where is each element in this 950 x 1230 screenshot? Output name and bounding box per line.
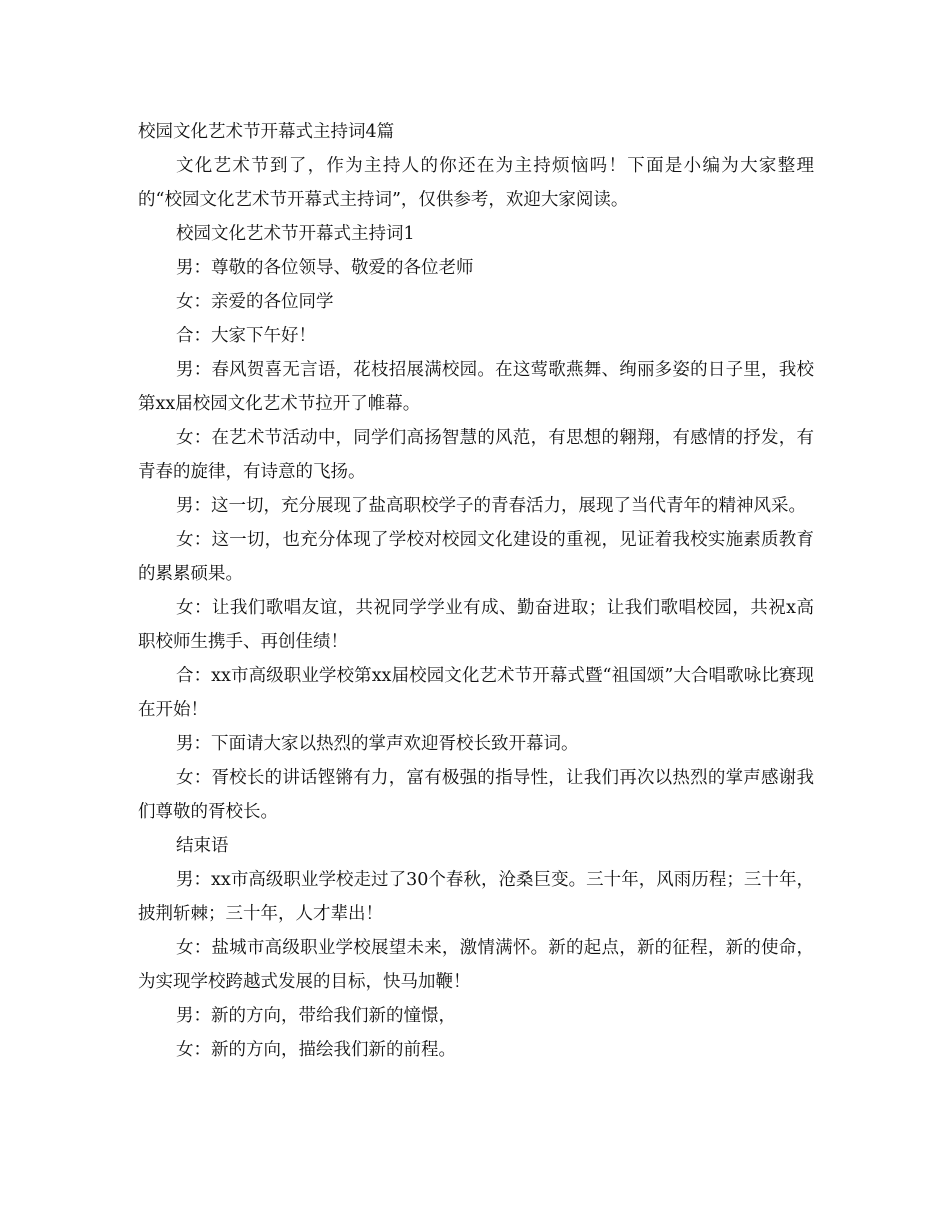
dialogue-line: 合：xx市高级职业学校第xx届校园文化艺术节开幕式暨“祖国颂”大合唱歌咏比赛现在开始！ xyxy=(138,666,814,720)
dialogue-line: 男：下面请大家以热烈的掌声欢迎胥校长致开幕词。 xyxy=(176,734,579,754)
dialogue-line: 男：新的方向，带给我们新的憧憬， xyxy=(176,1006,456,1026)
dialogue-line: 女：让我们歌唱友谊，共祝同学学业有成、勤奋进取；让我们歌唱校园，共祝x高职校师生携手、再创佳绩！ xyxy=(138,598,814,652)
dialogue-line: 男：春风贺喜无言语，花枝招展满校园。在这莺歌燕舞、绚丽多姿的日子里，我校第xx届校园文化艺术节拉开了帷幕。 xyxy=(138,360,814,414)
section-heading: 结束语 xyxy=(176,836,229,856)
dialogue-line: 女：亲爱的各位同学 xyxy=(176,292,334,312)
dialogue-line: 女：新的方向，描绘我们新的前程。 xyxy=(176,1040,456,1060)
dialogue-line: 女：盐城市高级职业学校展望未来，激情满怀。新的起点，新的征程，新的使命，为实现学校跨越式发展的目标，快马加鞭！ xyxy=(138,938,814,992)
dialogue-line: 女：胥校长的讲话铿锵有力，富有极强的指导性，让我们再次以热烈的掌声感谢我们尊敬的胥校长。 xyxy=(138,768,814,822)
document-title: 校园文化艺术节开幕式主持词4篇 xyxy=(138,122,395,142)
document-body xyxy=(138,116,814,1067)
dialogue-line: 女：这一切，也充分体现了学校对校园文化建设的重视，见证着我校实施素质教育的累累硕果。 xyxy=(138,530,814,584)
dialogue-line: 男：xx市高级职业学校走过了30个春秋，沧桑巨变。三十年，风雨历程；三十年，披荆斩棘；三十年，人才辈出！ xyxy=(138,870,814,924)
dialogue-line: 男：这一切，充分展现了盐高职校学子的青春活力，展现了当代青年的精神风采。 xyxy=(176,496,806,516)
dialogue-line: 女：在艺术节活动中，同学们高扬智慧的风范，有思想的翱翔，有感情的抒发，有青春的旋律，有诗意的飞扬。 xyxy=(138,428,814,482)
paragraph-intro: 文化艺术节到了，作为主持人的你还在为主持烦恼吗！下面是小编为大家整理的“校园文化艺术节开幕式主持词”，仅供参考，欢迎大家阅读。 xyxy=(138,156,814,210)
dialogue-line: 男：尊敬的各位领导、敬爱的各位老师 xyxy=(176,258,474,278)
section-heading: 校园文化艺术节开幕式主持词1 xyxy=(176,224,415,244)
dialogue-line: 合：大家下午好！ xyxy=(176,326,316,346)
